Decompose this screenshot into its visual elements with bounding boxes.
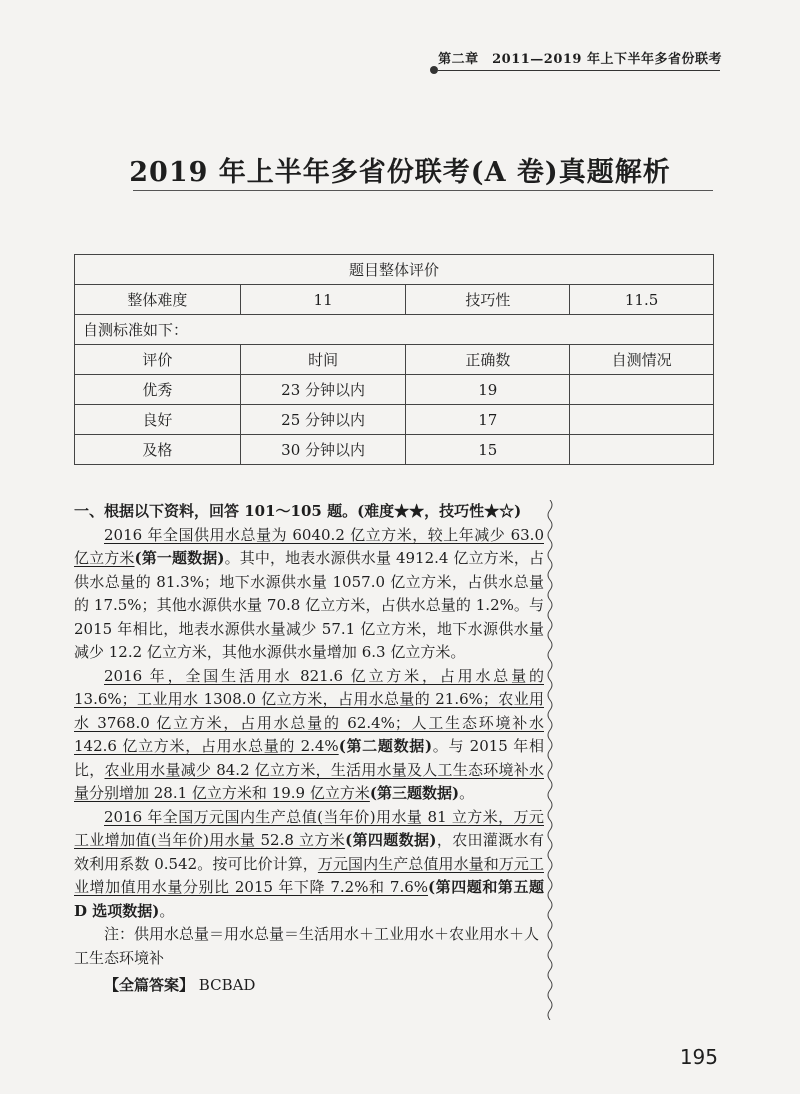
note-paragraph: 注：供用水总量＝用水总量＝生活用水＋工业用水＋农业用水＋人工生态环境补 [74,925,540,967]
material-paragraph-3 [74,806,544,924]
material-paragraph-2 [74,665,544,806]
correct-cell: 19 [406,375,570,405]
column-header: 时间 [240,345,406,375]
data-tag: (第四题数据) [345,831,437,849]
question-heading: 一、根据以下资料，回答 101～105 题。(难度★★，技巧性★☆) [74,502,522,520]
self-check-cell [570,375,714,405]
running-header: 第二章 2011—2019 年上下半年多省份联考 [438,52,722,67]
table-row [75,435,714,465]
time-cell: 30 分钟以内 [240,435,406,465]
data-tag: (第二题数据) [338,737,433,755]
answer-label: 【全篇答案】 [104,976,195,994]
skill-label: 技巧性 [406,285,570,315]
paragraph-text: 。其中，地表水源供水量 4912.4 亿立方米，占供水总量的 81.3%；地下水源供水量 1057.0 亿立方米，占供水总量的 17.5%；其他水源供水量 70.8 亿立方米，占供水总量的 1.2%。与 2015 年相比，地表水源供水量减少 57.1 亿立方米，地下水源供水量减少 12.2 亿立方米，其他水源供水量增加 6.3 亿立方米。 [74,549,544,661]
underlined-text: 2016 年全国供用水总量为 6040.2 亿立方米，较上年减少 63.0 亿立方米 [74,525,544,567]
paragraph-text: 。 [459,784,475,802]
grade-cell: 及格 [75,435,241,465]
table-header-row [75,345,714,375]
evaluation-caption-row [75,255,714,285]
data-tag: (第四题和第五题 D 选项数据) [74,878,544,920]
paragraph-text: ，农田灌溉水有效利用系数 0.542。按可比价计算， [74,831,544,873]
self-check-cell [570,405,714,435]
data-tag: (第一题数据) [134,549,225,567]
column-header: 评价 [75,345,241,375]
data-tag: (第三题数据) [369,784,460,802]
underlined-text: 2016 年，全国生活用水 821.6 亿立方米，占用水总量的 13.6%；工业用水 1308.0 亿立方米，占用水总量的 21.6%；农业用水 3768.0 亿立方米，占用水总量的 62.4%；人工生态环境补水 142.6 亿立方米，占用水总量的 2.4% [74,666,544,755]
answer-value: BCBAD [198,976,256,994]
grade-cell: 良好 [75,405,241,435]
header-dot [430,66,438,74]
evaluation-caption: 题目整体评价 [75,255,714,285]
header-rule [438,70,720,71]
skill-value: 11.5 [570,285,714,315]
evaluation-table [74,254,714,465]
correct-cell: 17 [406,405,570,435]
standard-note: 自测标准如下： [75,315,714,345]
answer-line [74,974,544,998]
column-header: 正确数 [406,345,570,375]
page-number: 195 [679,1045,718,1069]
title-rule [133,190,713,191]
self-check-cell [570,435,714,465]
underlined-text: 2016 年全国万元国内生产总值(当年价)用水量 81 立方米，万元工业增加值(当年价)用水量 52.8 立方米 [74,807,544,849]
evaluation-summary-row [75,285,714,315]
table-row [75,375,714,405]
standard-note-row [75,315,714,345]
underlined-text: 农业用水量减少 84.2 亿立方米，生活用水量及人工生态环境补水量分别增加 28.1 亿立方米和 19.9 亿立方米 [74,760,544,802]
paragraph-text: 。与 2015 年相比， [74,737,545,779]
material-paragraph-1 [74,524,544,665]
paragraph-text: 。 [159,901,175,920]
time-cell: 25 分钟以内 [240,405,406,435]
time-cell: 23 分钟以内 [240,375,406,405]
table-row [75,405,714,435]
grade-cell: 优秀 [75,375,241,405]
wavy-margin-line [545,500,555,1020]
correct-cell: 15 [406,435,570,465]
column-header: 自测情况 [570,345,714,375]
difficulty-value: 11 [240,285,406,315]
page-title: 2019 年上半年多省份联考(A 卷)真题解析 [129,157,671,188]
underlined-text: 万元国内生产总值用水量和万元工业增加值用水量分别比 2015 年下降 7.2%和 7.6% [74,854,544,896]
difficulty-label: 整体难度 [75,285,241,315]
question-section [74,500,544,998]
